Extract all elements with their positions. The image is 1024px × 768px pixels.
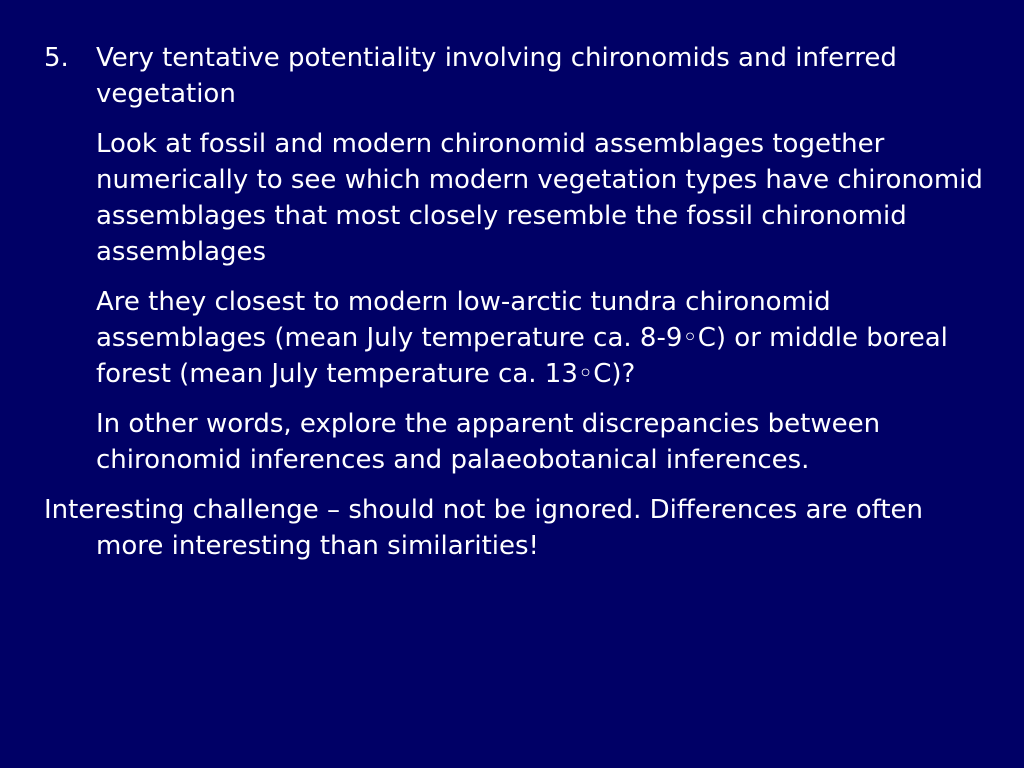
item-number: 5. xyxy=(44,43,69,73)
item-heading: Very tentative potentiality involving chironomids and inferred vegetation xyxy=(96,43,897,109)
paragraph-temperature-question: Are they closest to modern low-arctic tundra chironomid assemblages (mean July temperature ca. 8-9◦C) or middle boreal forest (mean July temperature ca. 13◦C)? xyxy=(96,287,948,389)
closing-statement: Interesting challenge – should not be ignored. Differences are often more interesting than similarities! xyxy=(44,495,924,561)
numbered-item xyxy=(44,40,984,112)
paragraph-discrepancies: In other words, explore the apparent discrepancies between chironomid inferences and palaeobotanical inferences. xyxy=(96,409,881,475)
paragraph-numerical-comparison: Look at fossil and modern chironomid assemblages together numerically to see which modern vegetation types have chironomid assemblages that most closely resemble the fossil chironomid assemblages xyxy=(96,129,983,267)
